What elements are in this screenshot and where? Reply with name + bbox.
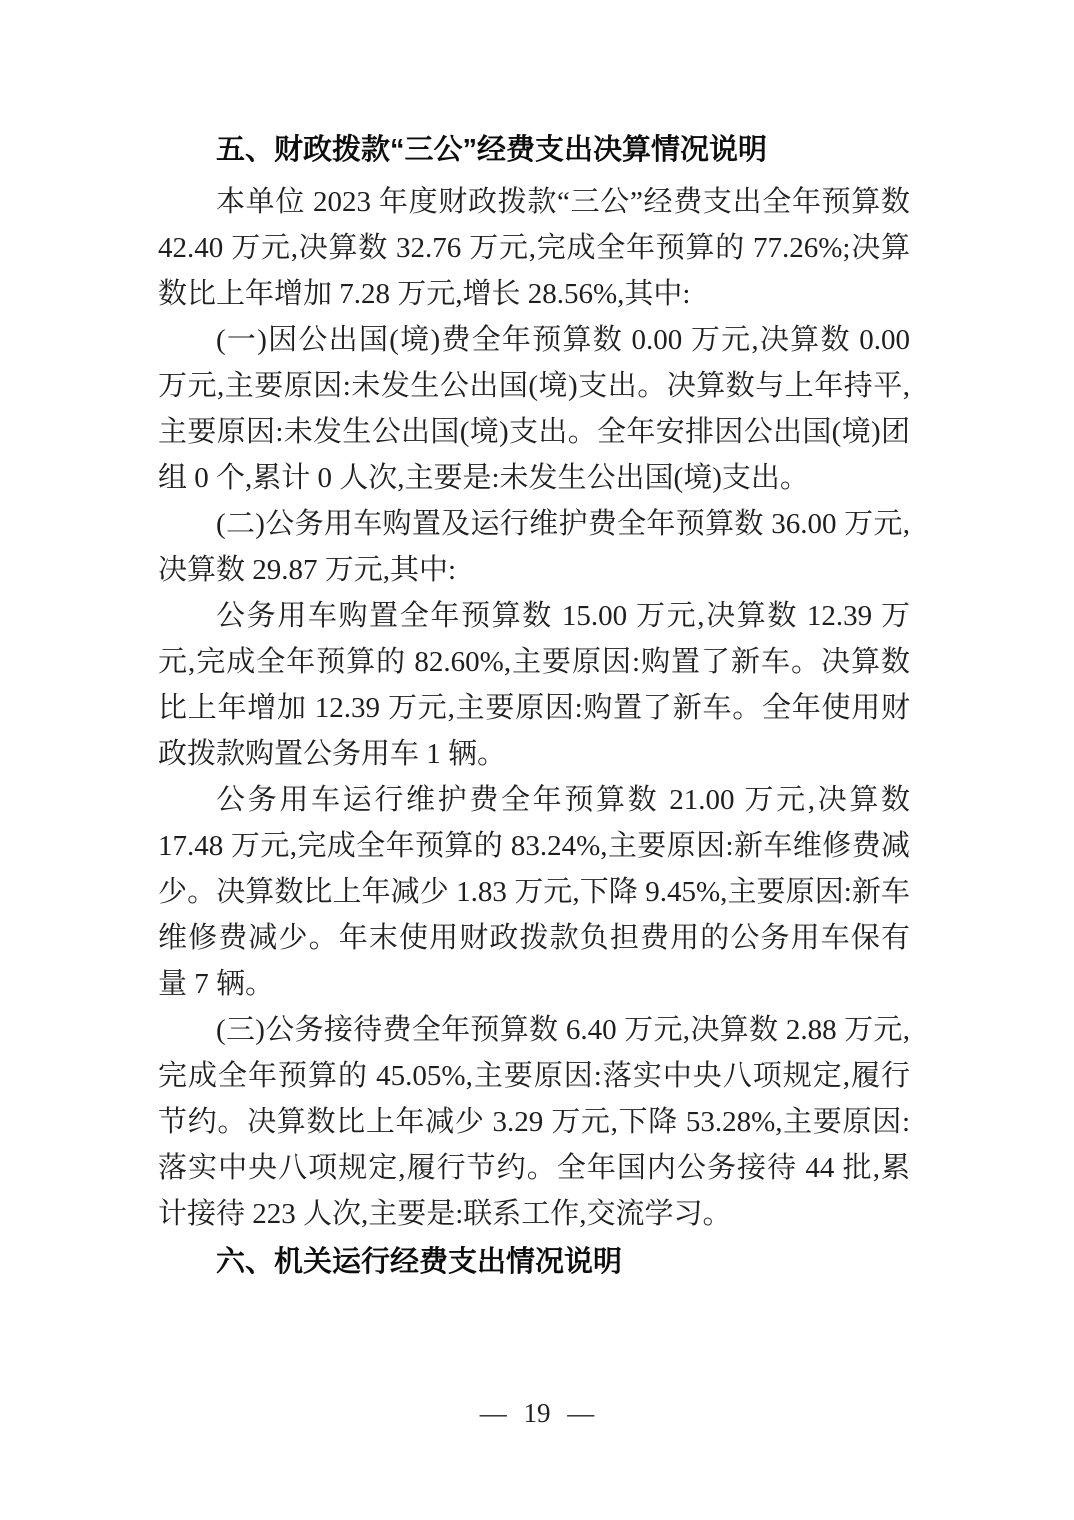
page-number: — 19 — bbox=[479, 1398, 595, 1428]
para-vehicle-purchase: 公务用车购置全年预算数 15.00 万元,决算数 12.39 万元,完成全年预算的 82.60%,主要原因:购置了新车。决算数比上年增加 12.39 万元,主要原因:购置了新车。全年使用财政拨款购置公务用车 1 辆。 bbox=[158, 600, 910, 770]
section-5-heading: 五、财政拨款“三公”经费支出决算情况说明 bbox=[216, 134, 768, 166]
para-sangong-summary: 本单位 2023 年度财政拨款“三公”经费支出全年预算数 42.40 万元,决算数 32.76 万元,完成全年预算的 77.26%;决算数比上年增加 7.28 万元,增长 28.56%,其中: bbox=[158, 186, 910, 310]
para-official-reception: (三)公务接待费全年预算数 6.40 万元,决算数 2.88 万元,完成全年预算的 45.05%,主要原因:落实中央八项规定,履行节约。决算数比上年减少 3.29 万元,下降 53.28%,主要原因:落实中央八项规定,履行节约。全年国内公务接待 44 批,累计接待 223 人次,主要是:联系工作,交流学习。 bbox=[158, 1014, 910, 1230]
page-content bbox=[158, 127, 910, 1286]
para-vehicle-total: (二)公务用车购置及运行维护费全年预算数 36.00 万元,决算数 29.87 万元,其中: bbox=[158, 508, 910, 586]
para-vehicle-maintenance: 公务用车运行维护费全年预算数 21.00 万元,决算数 17.48 万元,完成全年预算的 83.24%,主要原因:新车维修费减少。决算数比上年减少 1.83 万元,下降 9.45%,主要原因:新车维修费减少。年末使用财政拨款负担费用的公务用车保有量 7 辆。 bbox=[158, 784, 910, 1000]
section-6-heading: 六、机关运行经费支出情况说明 bbox=[216, 1246, 623, 1278]
para-abroad-expense: (一)因公出国(境)费全年预算数 0.00 万元,决算数 0.00 万元,主要原因:未发生公出国(境)支出。决算数与上年持平,主要原因:未发生公出国(境)支出。全年安排因公出国(境)团组 0 个,累计 0 人次,主要是:未发生公出国(境)支出。 bbox=[158, 324, 910, 494]
